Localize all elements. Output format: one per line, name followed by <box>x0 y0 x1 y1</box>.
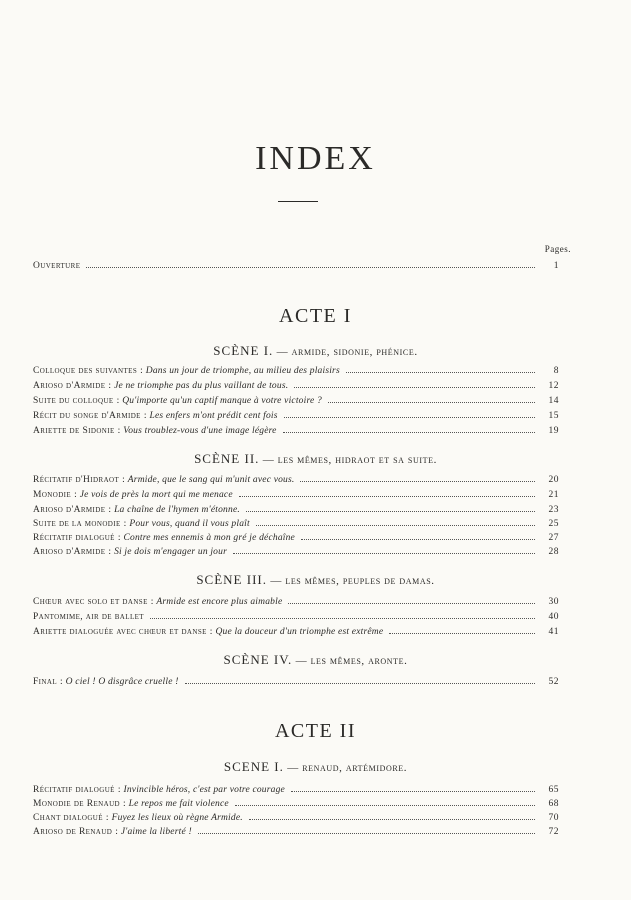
dot-leader <box>284 417 535 418</box>
entry-incipit: Je ne triomphe pas du plus vaillant de tous. <box>114 381 289 391</box>
page-number: 30 <box>548 597 559 607</box>
scene-heading <box>0 451 631 467</box>
dot-leader <box>235 805 535 806</box>
entry-separator: : <box>209 627 213 637</box>
entry-label: Monodie de Renaud <box>33 799 120 809</box>
entry-separator: : <box>74 490 77 500</box>
dot-leader <box>301 539 535 540</box>
entry-incipit: O ciel ! O disgrâce cruelle ! <box>65 677 179 687</box>
index-entry[interactable] <box>33 812 559 824</box>
entry-incipit: Dans un jour de triomphe, au milieu des plaisirs <box>145 366 340 376</box>
page-title: INDEX <box>255 140 376 177</box>
act-heading: ACTE I <box>279 305 352 327</box>
entry-separator: : <box>123 519 127 529</box>
scene-dash: — <box>262 454 275 466</box>
entry-separator: : <box>117 785 121 795</box>
entry-separator: : <box>108 381 112 391</box>
entry-label: Ariette de Sidonie <box>33 426 115 436</box>
entry-separator: : <box>117 533 121 543</box>
index-entry[interactable] <box>33 676 559 688</box>
entry-label: Suite de la monodie <box>33 519 121 529</box>
entry-label: Suite du colloque <box>33 396 114 406</box>
index-entry[interactable] <box>33 826 559 838</box>
entry-label: Récitatif dialogué <box>33 785 115 795</box>
index-entry[interactable] <box>33 798 559 810</box>
dot-leader <box>246 511 535 512</box>
page-number: 28 <box>548 547 559 557</box>
dot-leader <box>249 819 535 820</box>
scene-characters: les mêmes, aronte. <box>310 655 408 667</box>
scene-characters: renaud, artémidore. <box>302 762 408 774</box>
entry-incipit: Armide, que le sang qui m'unit avec vous. <box>127 475 295 485</box>
scene-heading <box>0 572 631 588</box>
entry-separator: : <box>115 827 118 837</box>
entry-incipit: Invincible héros, c'est par votre courage <box>123 785 285 795</box>
entry-incipit: Je vois de près la mort qui me menace <box>79 490 233 500</box>
scene-heading <box>0 652 631 668</box>
entry-incipit: Que la douceur d'un triomphe est extrême <box>215 627 384 637</box>
entry-incipit: Vous troublez-vous d'une image légère <box>123 426 277 436</box>
dot-leader <box>283 432 535 433</box>
index-entry[interactable] <box>33 395 559 407</box>
entry-incipit: Qu'importe qu'un captif manque à votre victoire ? <box>122 396 322 406</box>
entry-label: Chant dialogué <box>33 813 103 823</box>
scene-number: SCÈNE III. <box>196 572 267 587</box>
index-entry[interactable] <box>33 365 559 377</box>
index-entry[interactable] <box>33 410 559 422</box>
entry-label: Chœur avec solo et danse <box>33 597 148 607</box>
index-entry[interactable] <box>33 425 559 437</box>
dot-leader <box>291 791 535 792</box>
page-number: 41 <box>548 627 559 637</box>
entry-separator: : <box>108 505 112 515</box>
index-entry[interactable] <box>33 784 559 796</box>
entry-label: Colloque des suivantes <box>33 366 138 376</box>
scene-number: SCÈNE I. <box>213 343 274 358</box>
page-number: 8 <box>553 366 559 376</box>
index-entry[interactable] <box>33 474 559 486</box>
entry-separator: : <box>108 547 112 557</box>
page-number: 21 <box>548 490 559 500</box>
page-number: 14 <box>548 396 559 406</box>
page-number: 25 <box>548 519 559 529</box>
entry-separator: : <box>140 366 143 376</box>
entry-separator: : <box>105 813 109 823</box>
dot-leader <box>300 481 535 482</box>
scene-number: SCENE I. <box>223 759 284 774</box>
entry-incipit: Fuyez les lieux où règne Armide. <box>111 813 243 823</box>
scene-number: SCÈNE II. <box>194 451 260 466</box>
index-entry[interactable] <box>33 489 559 501</box>
entry-incipit: J'aime la liberté ! <box>120 827 192 837</box>
page-number: 15 <box>548 411 559 421</box>
scene-characters: les mêmes, hidraot et sa suite. <box>277 454 437 466</box>
entry-incipit: Si je dois m'engager un jour <box>114 547 227 557</box>
page-number: 68 <box>548 799 559 809</box>
page-number: 52 <box>548 677 559 687</box>
dot-leader <box>389 633 535 634</box>
index-entry[interactable] <box>33 380 559 392</box>
entry-label: Monodie <box>33 490 72 500</box>
index-entry[interactable] <box>33 532 559 544</box>
entry-separator: : <box>116 396 120 406</box>
dot-leader <box>256 525 535 526</box>
entry-label: Récit du songe d'Armide <box>33 411 141 421</box>
dot-leader <box>328 402 535 403</box>
entry-label: Ariette dialoguée avec chœur et danse <box>33 627 207 637</box>
scene-dash: — <box>270 575 282 587</box>
entry-incipit: La chaîne de l'hymen m'étonne. <box>114 505 240 515</box>
page-number: 70 <box>548 813 559 823</box>
dot-leader <box>288 603 535 604</box>
scene-heading <box>0 343 631 359</box>
scene-characters: les mêmes, peuples de damas. <box>285 575 435 587</box>
scene-dash: — <box>276 346 289 358</box>
entry-label: Arioso de Renaud <box>33 827 113 837</box>
pages-column-label: Pages. <box>544 244 571 254</box>
dot-leader <box>198 833 535 834</box>
scene-number: SCÈNE IV. <box>223 652 293 667</box>
scene-heading <box>0 759 631 775</box>
dot-leader <box>185 683 535 684</box>
entry-label: Arioso d'Armide <box>33 505 106 515</box>
entry-incipit: Les enfers m'ont prédit cent fois <box>149 411 278 421</box>
page-number: 20 <box>548 475 559 485</box>
page-number: 27 <box>548 533 559 543</box>
entry-label: Récitatif dialogué <box>33 533 115 543</box>
index-entry[interactable] <box>33 596 559 608</box>
dot-leader <box>239 496 535 497</box>
entry-incipit: Armide est encore plus aimable <box>156 597 283 607</box>
index-entry[interactable] <box>33 518 559 530</box>
index-entry[interactable] <box>33 626 559 638</box>
entry-separator: : <box>60 677 63 687</box>
entry-separator: : <box>123 799 126 809</box>
index-entry[interactable] <box>33 504 559 516</box>
page-number: 12 <box>548 381 559 391</box>
page-number: 40 <box>548 612 559 622</box>
scene-characters: armide, sidonie, phénice. <box>291 346 418 358</box>
index-entry[interactable] <box>33 611 559 623</box>
entry-separator: : <box>143 411 147 421</box>
entry-separator: : <box>117 426 121 436</box>
entry-separator: : <box>122 475 125 485</box>
page-number: 1 <box>553 261 559 271</box>
page-number: 23 <box>548 505 559 515</box>
entry-label: Arioso d'Armide <box>33 381 106 391</box>
entry-label: Ouverture <box>33 261 81 271</box>
entry-label: Récitatif d'Hidraot <box>33 475 120 485</box>
scene-dash: — <box>295 655 308 667</box>
page-number: 19 <box>548 426 559 436</box>
entry-label: Pantomime, air de ballet <box>33 612 144 622</box>
dot-leader <box>346 372 535 373</box>
page-number: 65 <box>548 785 559 795</box>
dot-leader <box>86 267 535 268</box>
entry-incipit: Contre mes ennemis à mon gré je déchaîne <box>123 533 295 543</box>
entry-incipit: Pour vous, quand il vous plaît <box>129 519 250 529</box>
index-entry[interactable] <box>33 546 559 558</box>
dot-leader <box>233 553 535 554</box>
index-entry-ouverture[interactable] <box>33 260 559 272</box>
act-heading: ACTE II <box>274 720 357 742</box>
entry-separator: : <box>150 597 154 607</box>
entry-incipit: Le repos me fait violence <box>128 799 229 809</box>
title-underline <box>278 201 318 202</box>
dot-leader <box>150 618 535 619</box>
entry-label: Final <box>33 677 58 687</box>
dot-leader <box>294 387 535 388</box>
scene-dash: — <box>287 762 299 774</box>
page-number: 72 <box>548 827 559 837</box>
entry-label: Arioso d'Armide <box>33 547 106 557</box>
